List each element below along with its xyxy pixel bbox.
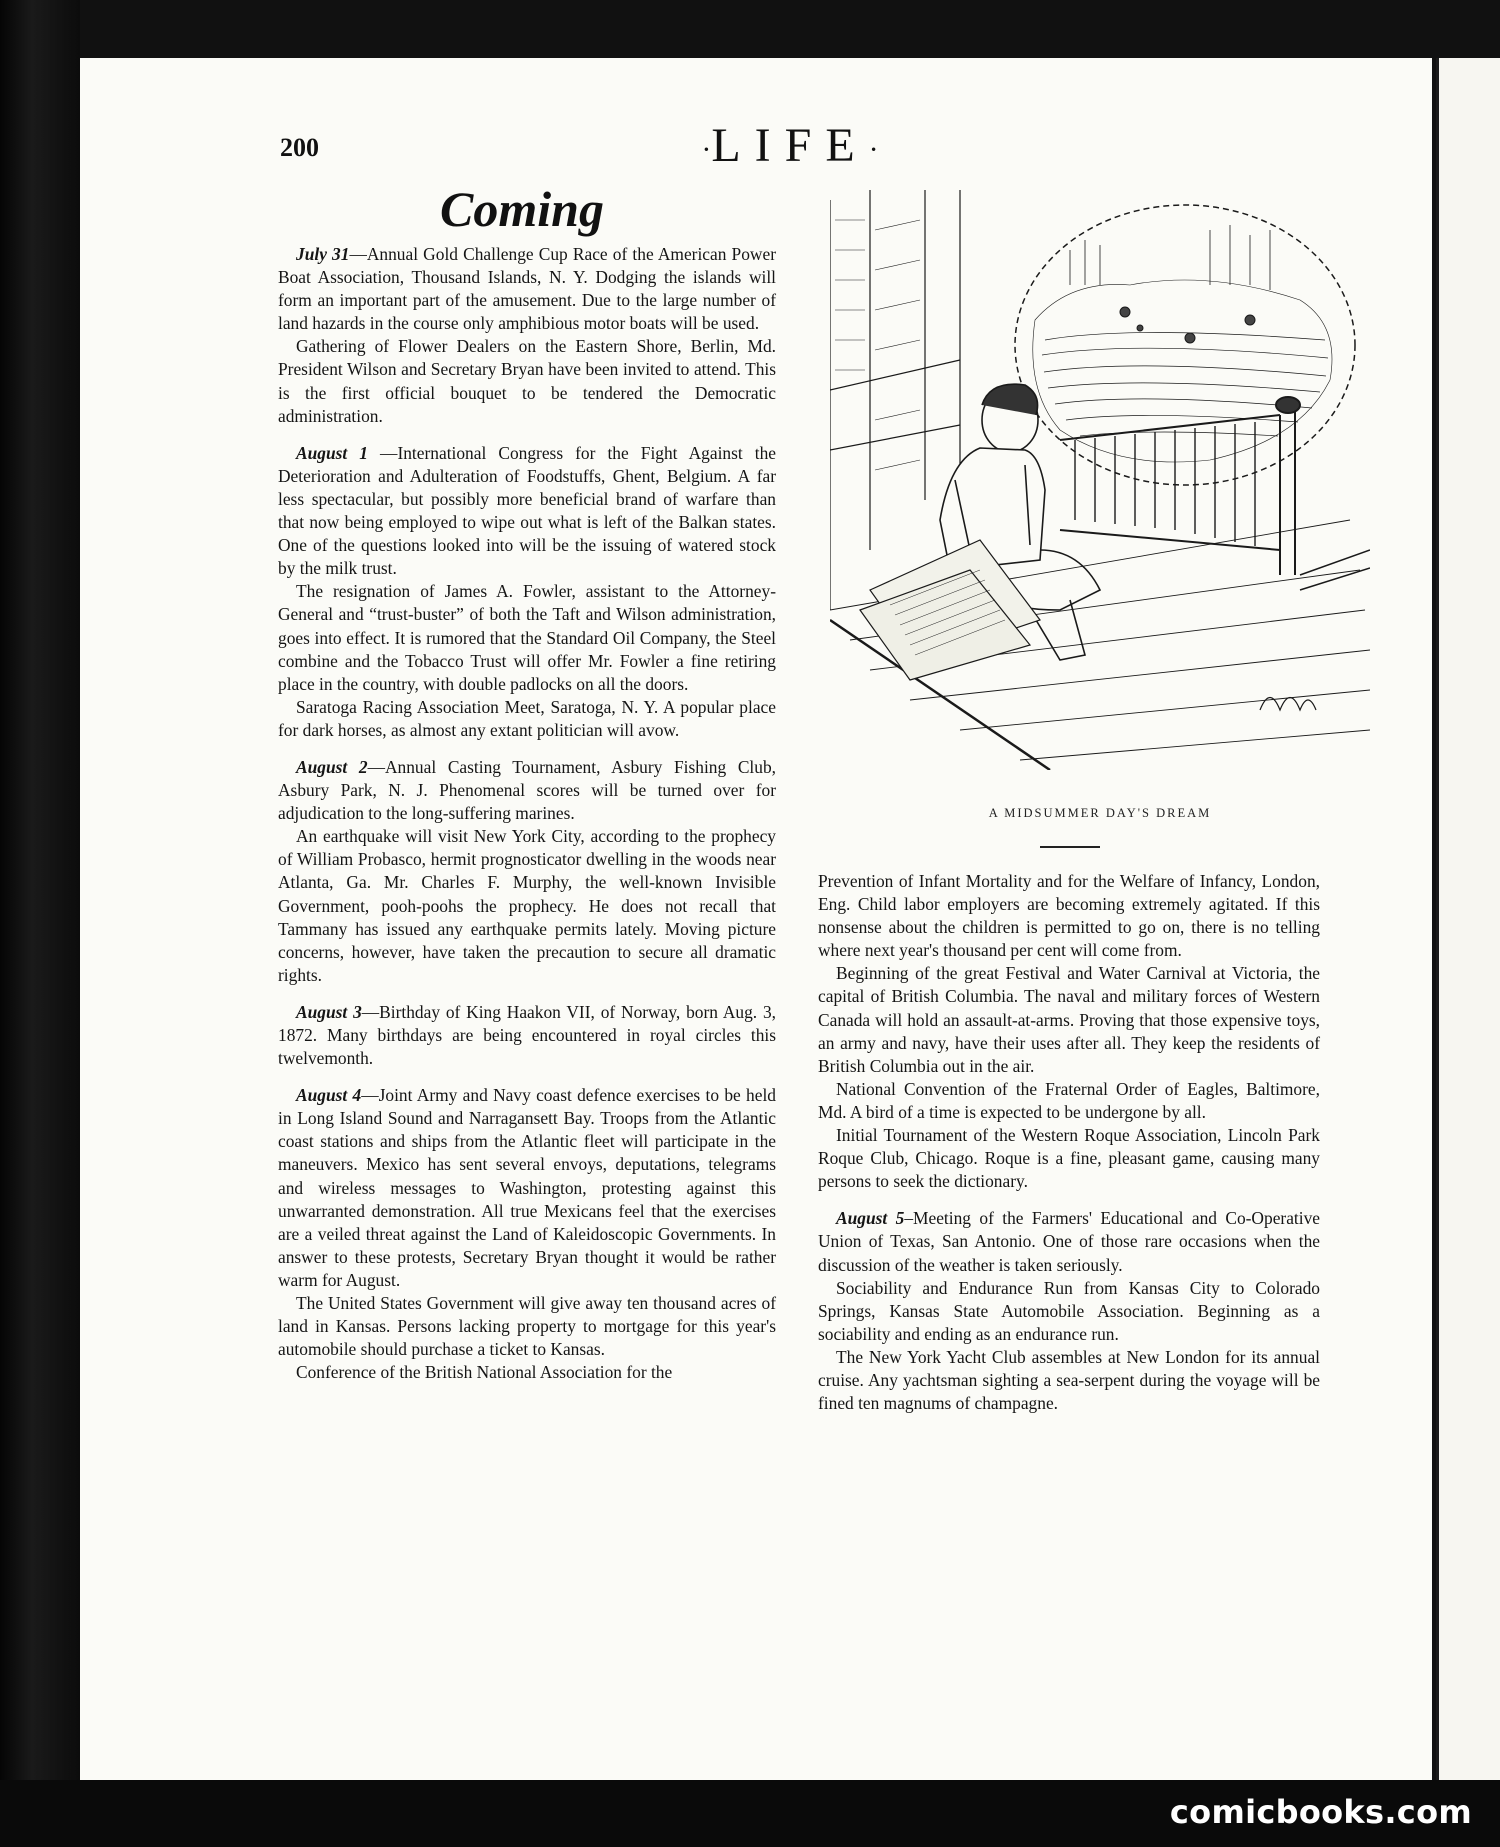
page-number: 200: [280, 133, 319, 162]
headline: Coming: [440, 181, 604, 237]
entry-text: —Joint Army and Navy coast defence exercises to be held in Long Island Sound and Narragansett Bay. Troops from the Atlantic coast stations and ships from the Atlantic fleet will participate in the maneuvers. Mexico has sent several envoys, deputations, telegrams and wireless messages to Washington, protesting against this unwarranted demonstration. All true Mexicans feel that the exercises are a veiled threat against the Land of Kaleidoscopic Governments. In answer to these protests, Secretary Bryan thought it would be rather warm for August.: [278, 1085, 777, 1290]
entry-date: August 4: [296, 1085, 362, 1106]
left-column: [278, 243, 776, 1384]
entry-date: August 3: [296, 1001, 362, 1022]
caption-divider: [1040, 846, 1100, 848]
entry-text: —International Congress for the Fight Against the Deterioration and Adulteration of Foodstuffs, Ghent, Belgium. A far less spectacular, but possibly more beneficial brand of warfare than that now being employed to wipe out what is left of the Balkan states. One of the questions looked into will be the issuing of watered stock by the milk trust.: [278, 442, 776, 579]
masthead-dot-left: ·: [701, 132, 712, 166]
entry-text: Sociability and Endurance Run from Kansas City to Colorado Springs, Kansas State Automobile Association. Beginning as a sociability and ending as an endurance run.: [818, 1277, 1320, 1344]
paragraph: [278, 756, 776, 825]
entry-date: August 2: [296, 756, 368, 777]
entry-text: Conference of the British National Association for the: [296, 1362, 673, 1383]
entry-text: —Birthday of King Haakon VII, of Norway, born Aug. 3, 1872. Many birthdays are being encountered in royal circles this twelvemonth.: [278, 1001, 776, 1069]
entry-text: National Convention of the Fraternal Order of Eagles, Baltimore, Md. A bird of a time is expected to be undergone by all.: [818, 1078, 1320, 1122]
masthead-title: LIFE: [711, 119, 869, 172]
paragraph: [278, 825, 776, 987]
entry-text: –Meeting of the Farmers' Educational and Co-Operative Union of Texas, San Antonio. One of those rare occasions when the discussion of the weather is taken seriously.: [818, 1208, 1320, 1275]
entry-text: —Annual Gold Challenge Cup Race of the American Power Boat Association, Thousand Islands, N. Y. Dodging the islands will form an important part of the amusement. Due to the large number of land hazards in the course only amphibious motor boats will be used.: [278, 244, 776, 334]
paragraph: [818, 962, 1320, 1077]
entry-text: The New York Yacht Club assembles at New London for its annual cruise. Any yachtsman sighting a sea-serpent during the voyage will be fined ten magnums of champagne.: [818, 1346, 1320, 1414]
entry-date: July 31: [296, 244, 350, 264]
paragraph: [278, 1292, 776, 1361]
entry-date: August 1: [296, 442, 368, 463]
entry-text: Initial Tournament of the Western Roque Association, Lincoln Park Roque Club, Chicago. Roque is a fine, pleasant game, causing many persons to seek the dictionary.: [818, 1125, 1320, 1192]
paragraph: [278, 580, 776, 695]
illustration-caption: A MIDSUMMER DAY'S DREAM: [988, 806, 1212, 820]
paragraph: [818, 1078, 1320, 1124]
paragraph: [818, 1346, 1320, 1415]
entry-text: Prevention of Infant Mortality and for the Welfare of Infancy, London, Eng. Child labor employers are becoming extremely agitated. If this nonsense about the children is permitted to go on, there is no telling where next year's thousand per cent will come from.: [818, 871, 1320, 961]
drawing-boy-dozing-on-porch-dreaming-of-swimming-icon: [830, 190, 1370, 770]
right-column: [818, 870, 1320, 1415]
masthead: [680, 118, 900, 173]
paragraph: [278, 335, 776, 427]
entry-date: August 5: [836, 1208, 905, 1229]
entry-text: The United States Government will give away ten thousand acres of land in Kansas. Persons lacking property to mortgage for this year's automobile should purchase a ticket to Kansas.: [278, 1293, 776, 1360]
paragraph: [278, 696, 776, 742]
paragraph: [278, 1084, 776, 1292]
scan-edge: [0, 0, 80, 1847]
entry-text: Gathering of Flower Dealers on the Eastern Shore, Berlin, Md. President Wilson and Secretary Bryan have been invited to attend. This is the first official bouquet to be tendered the Democratic administration.: [278, 336, 776, 426]
entry-text: The resignation of James A. Fowler, assistant to the Attorney-General and “trust-buster” of both the Taft and Wilson administration, goes into effect. It is rumored that the Standard Oil Company, the Steel combine and the Tobacco Trust will offer Mr. Fowler a fine retiring place in the country, with double padlocks on all the doors.: [278, 581, 776, 694]
entry-text: An earthquake will visit New York City, according to the prophecy of William Probasco, hermit prognosticator dwelling in the woods near Atlanta, Ga. Mr. Charles F. Murphy, the well-known Invisible Government, pooh-poohs the prophecy. He does not recall that Tammany has issued any earthquake permits lately. Moving picture concerns, however, have taken the precaution to secure all dramatic rights.: [278, 826, 776, 985]
paragraph: [278, 442, 776, 581]
paragraph: [278, 1001, 776, 1070]
paragraph: [278, 243, 776, 335]
paragraph: [818, 870, 1320, 962]
illustration: [830, 190, 1370, 770]
entry-text: Saratoga Racing Association Meet, Saratoga, N. Y. A popular place for dark horses, as almost any extant politician will avow.: [278, 696, 776, 740]
paragraph: [818, 1277, 1320, 1346]
entry-text: Beginning of the great Festival and Water Carnival at Victoria, the capital of British Columbia. The naval and military forces of Western Canada will hold an assault-at-arms. Proving that those expensive toys, an army and navy, have their uses after all. They keep the residents of British Columbia out in the air.: [818, 963, 1320, 1076]
entry-text: —Annual Casting Tournament, Asbury Fishing Club, Asbury Park, N. J. Phenomenal scores will be turned over for adjudication to the long-suffering marines.: [278, 756, 776, 824]
paragraph: [278, 1361, 776, 1384]
watermark: comicbooks.com: [1169, 1793, 1472, 1831]
masthead-dot-right: ·: [868, 132, 879, 166]
paragraph: [818, 1207, 1320, 1276]
paragraph: [818, 1124, 1320, 1193]
adjacent-page-edge: [1436, 58, 1500, 1780]
